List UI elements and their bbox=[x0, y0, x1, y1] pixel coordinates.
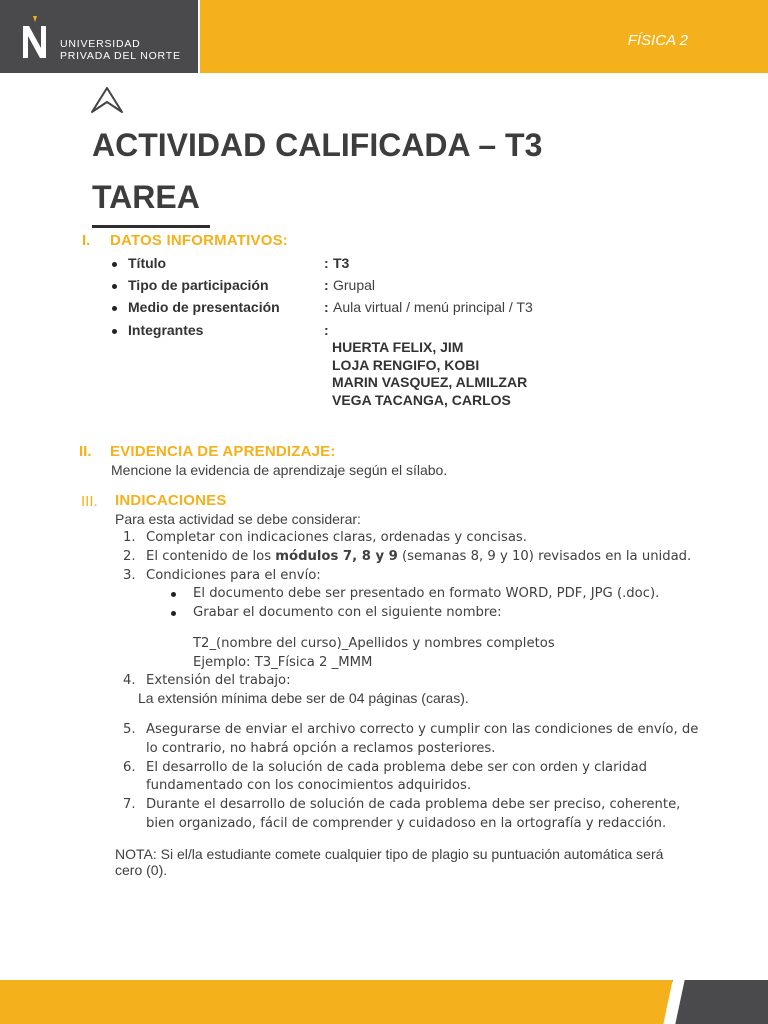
footer-dark-block bbox=[672, 980, 768, 1024]
list-item-text: (semanas 8, 9 y 10) revisados en la unidad. bbox=[397, 549, 692, 564]
list-item: bien organizado, fácil de comprender y cuidadoso en la ortografía y redacción. bbox=[146, 816, 667, 831]
list-number: 1. bbox=[123, 530, 136, 545]
list-number: 5. bbox=[123, 722, 136, 737]
header-logo-panel bbox=[0, 0, 198, 73]
list-item: Extensión del trabajo: bbox=[146, 673, 291, 688]
info-value-participation: Grupal bbox=[333, 277, 376, 293]
note-text: NOTA: Si el/la estudiante comete cualquier tipo de plagio su puntuación automática será bbox=[115, 846, 664, 862]
bullet bbox=[112, 329, 117, 334]
list-item-text: El contenido de los bbox=[146, 549, 276, 564]
logo-line-1: UNIVERSIDAD bbox=[60, 38, 141, 50]
list-item: El desarrollo de la solución de cada problema debe ser con orden y claridad bbox=[146, 760, 648, 775]
logo-text bbox=[60, 38, 181, 62]
list-item: lo contrario, no habrá opción a reclamos posteriores. bbox=[146, 741, 496, 756]
footer-accent-bar bbox=[0, 980, 672, 1024]
bullet bbox=[171, 592, 176, 597]
info-sep: : bbox=[324, 255, 329, 271]
member-name: LOJA RENGIFO, KOBI bbox=[332, 357, 480, 373]
course-name: FÍSICA 2 bbox=[627, 32, 688, 49]
info-value-title: T3 bbox=[333, 255, 350, 271]
info-label-members: Integrantes bbox=[128, 322, 204, 338]
info-label-medium: Medio de presentación bbox=[128, 299, 280, 315]
note-text: cero (0). bbox=[115, 862, 168, 878]
section-3-number: III. bbox=[81, 493, 98, 510]
list-number: 2. bbox=[123, 549, 136, 564]
info-label-participation: Tipo de participación bbox=[128, 277, 269, 293]
info-label-title: Título bbox=[128, 255, 167, 271]
list-item: Durante el desarrollo de solución de cada problema debe ser preciso, coherente, bbox=[146, 797, 681, 812]
page-title: ACTIVIDAD CALIFICADA – T3 bbox=[92, 127, 543, 163]
member-name: MARIN VASQUEZ, ALMILZAR bbox=[332, 374, 528, 390]
list-item: Condiciones para el envío: bbox=[146, 568, 321, 583]
info-value-medium: Aula virtual / menú principal / T3 bbox=[333, 299, 533, 315]
info-sep: : bbox=[324, 322, 329, 338]
bullet bbox=[171, 611, 176, 616]
title-underline bbox=[92, 225, 210, 228]
list-number: 6. bbox=[123, 760, 136, 775]
file-name-format: T2_(nombre del curso)_Apellidos y nombres completos bbox=[193, 636, 555, 651]
list-item: Asegurarse de enviar el archivo correcto y cumplir con las condiciones de envío, de bbox=[146, 722, 699, 737]
section-3-title: INDICACIONES bbox=[115, 492, 227, 509]
sub-list-item: Grabar el documento con el siguiente nombre: bbox=[193, 605, 502, 620]
section-2-title: EVIDENCIA DE APRENDIZAJE: bbox=[110, 443, 336, 460]
list-item bbox=[146, 549, 691, 564]
list-number: 3. bbox=[123, 568, 136, 583]
modules-emphasis: módulos 7, 8 y 9 bbox=[275, 549, 398, 564]
page-subtitle: TAREA bbox=[92, 179, 200, 215]
section-2-number: II. bbox=[79, 443, 92, 460]
sub-list-item: El documento debe ser presentado en formato WORD, PDF, JPG (.doc). bbox=[193, 586, 660, 601]
list-item: Completar con indicaciones claras, ordenadas y concisas. bbox=[146, 530, 527, 545]
section-2-text: Mencione la evidencia de aprendizaje según el sílabo. bbox=[111, 462, 448, 478]
section-3-intro: Para esta actividad se debe considerar: bbox=[115, 511, 361, 527]
section-1-title: DATOS INFORMATIVOS: bbox=[110, 232, 288, 249]
list-item: fundamentado con los conocimientos adquiridos. bbox=[146, 778, 472, 793]
section-1-number: I. bbox=[82, 232, 91, 249]
list-item-detail: La extensión mínima debe ser de 04 páginas (caras). bbox=[138, 690, 469, 706]
university-logo-icon bbox=[20, 16, 50, 60]
list-number: 7. bbox=[123, 797, 136, 812]
logo-line-2: PRIVADA DEL NORTE bbox=[60, 50, 181, 62]
info-sep: : bbox=[324, 277, 329, 293]
navigation-arrow-icon bbox=[90, 86, 124, 114]
member-name: HUERTA FELIX, JIM bbox=[332, 339, 464, 355]
list-number: 4. bbox=[123, 673, 136, 688]
file-name-example: Ejemplo: T3_Física 2 _MMM bbox=[193, 655, 373, 670]
bullet bbox=[112, 306, 117, 311]
bullet bbox=[112, 284, 117, 289]
bullet bbox=[112, 262, 117, 267]
info-sep: : bbox=[324, 299, 329, 315]
member-name: VEGA TACANGA, CARLOS bbox=[332, 392, 511, 408]
